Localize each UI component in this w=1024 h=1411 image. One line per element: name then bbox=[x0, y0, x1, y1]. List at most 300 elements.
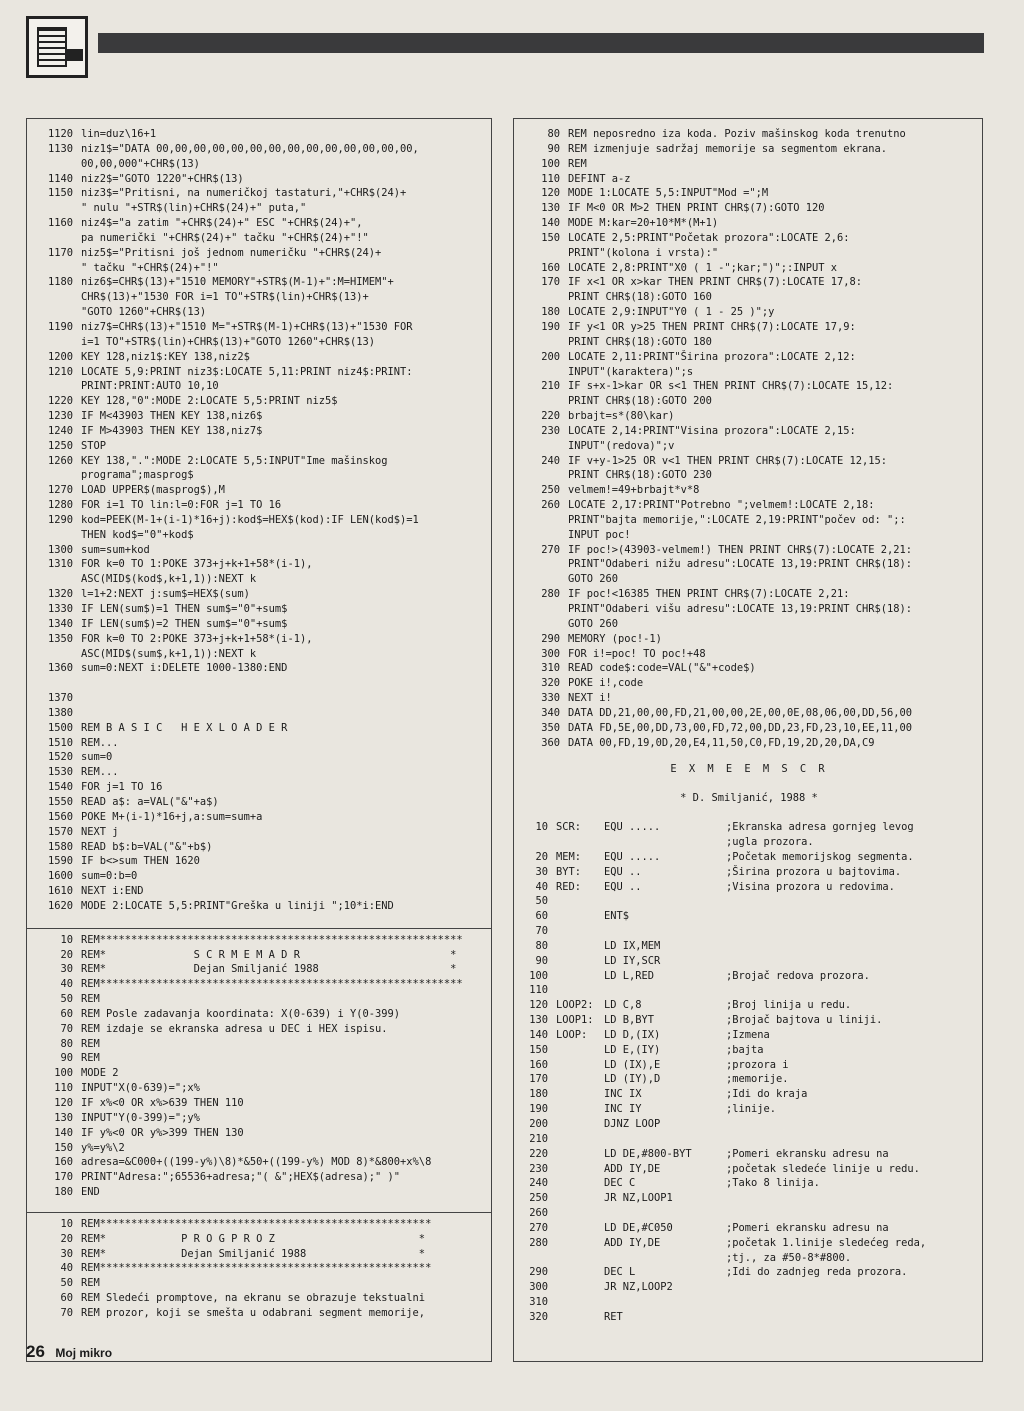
code-text: REM* S C R M E M A D R * bbox=[81, 948, 457, 961]
code-line bbox=[35, 617, 485, 632]
asm-label bbox=[556, 894, 604, 909]
asm-label bbox=[556, 1087, 604, 1102]
asm-label bbox=[556, 1236, 604, 1251]
asm-line bbox=[522, 909, 976, 924]
code-text: IF y<1 OR y>25 THEN PRINT CHR$(7):LOCATE 17,9: bbox=[568, 320, 856, 333]
code-text: REM Posle zadavanja koordinata: X(0-639) i Y(0-399) bbox=[81, 1007, 401, 1020]
code-line bbox=[522, 647, 976, 662]
line-number: 230 bbox=[541, 424, 560, 437]
code-line bbox=[35, 869, 485, 884]
line-number bbox=[35, 572, 81, 587]
hexloader-listing bbox=[35, 127, 485, 914]
code-line bbox=[35, 933, 485, 948]
asm-line bbox=[522, 1087, 976, 1102]
line-number: 20 bbox=[60, 1232, 73, 1245]
asm-label: LOOP: bbox=[556, 1028, 588, 1041]
code-text: POKE i!,code bbox=[568, 677, 644, 690]
asm-instruction: LD C,8 bbox=[604, 999, 642, 1012]
asm-comment: ;Visina prozora u redovima. bbox=[726, 880, 895, 893]
asm-label bbox=[556, 954, 604, 969]
header-bar bbox=[98, 33, 984, 53]
code-text: INPUT"(redova)";v bbox=[568, 439, 675, 452]
line-number: 130 bbox=[529, 1014, 548, 1027]
asm-label bbox=[556, 1147, 604, 1162]
code-line bbox=[522, 602, 976, 617]
asm-instruction: JR NZ,LOOP1 bbox=[604, 1192, 673, 1205]
code-text: STOP bbox=[81, 439, 107, 452]
line-number: 1190 bbox=[47, 320, 73, 333]
code-text: DATA FD,5E,00,DD,73,00,FD,72,00,DD,23,FD,23,10,EE,11,00 bbox=[568, 721, 913, 734]
asm-instruction: RET bbox=[604, 1310, 623, 1323]
code-text: READ b$:b=VAL("&"+b$) bbox=[81, 840, 213, 853]
code-line bbox=[522, 201, 976, 216]
asm-instruction: LD IX,MEM bbox=[604, 939, 661, 952]
code-text: IF b<>sum THEN 1620 bbox=[81, 855, 200, 868]
code-text: PRINT"Adresa:";65536+adresa;"( &";HEX$(adresa);" )" bbox=[81, 1171, 401, 1184]
code-text: LOCATE 2,8:PRINT"X0 ( 1 -";kar;")";:INPUT x bbox=[568, 261, 837, 274]
code-text: " nulu "+STR$(lin)+CHR$(24)+" puta," bbox=[81, 202, 307, 215]
code-line bbox=[522, 142, 976, 157]
line-number: 70 bbox=[535, 925, 548, 938]
code-text: MODE M:kar=20+10*M*(M+1) bbox=[568, 217, 719, 230]
line-number: 30 bbox=[60, 1247, 73, 1260]
code-text: l=1+2:NEXT j:sum$=HEX$(sum) bbox=[81, 588, 250, 601]
line-number: 150 bbox=[54, 1141, 73, 1154]
code-text: REM bbox=[81, 1277, 100, 1290]
code-line bbox=[35, 765, 485, 780]
code-text: kod=PEEK(M-1+(i-1)*16+j):kod$=HEX$(kod):IF LEN(kod$)=1 bbox=[81, 513, 419, 526]
code-text: REM bbox=[81, 1037, 100, 1050]
code-line bbox=[35, 572, 485, 587]
code-text: velmem!=49+brbajt*v*8 bbox=[568, 484, 700, 497]
asm-comment: ;Pomeri ekransku adresu na bbox=[726, 1221, 889, 1234]
line-number: 180 bbox=[54, 1186, 73, 1199]
code-text: "GOTO 1260"+CHR$(13) bbox=[81, 306, 207, 319]
line-number: 1380 bbox=[47, 706, 73, 719]
asm-instruction bbox=[604, 894, 726, 909]
line-number: 200 bbox=[541, 350, 560, 363]
code-line bbox=[35, 1247, 485, 1262]
code-text: IF LEN(sum$)=2 THEN sum$="0"+sum$ bbox=[81, 617, 288, 630]
line-number: 1280 bbox=[47, 499, 73, 512]
code-text: FOR k=0 TO 1:POKE 373+j+k+1+58*(i-1), bbox=[81, 558, 313, 571]
asm-line bbox=[522, 880, 976, 895]
line-number: 150 bbox=[541, 231, 560, 244]
line-number: 310 bbox=[529, 1296, 548, 1309]
asm-comment: ;bajta bbox=[726, 1043, 764, 1056]
code-line bbox=[35, 1291, 485, 1306]
line-number: 250 bbox=[541, 484, 560, 497]
asm-line bbox=[522, 924, 976, 939]
code-line bbox=[35, 127, 485, 142]
line-number: 160 bbox=[529, 1058, 548, 1071]
code-line bbox=[35, 528, 485, 543]
line-number: 170 bbox=[54, 1171, 73, 1184]
code-text: THEN kod$="0"+kod$ bbox=[81, 528, 194, 541]
code-text: LOCATE 2,9:INPUT"Y0 ( 1 - 25 )";y bbox=[568, 306, 775, 319]
asm-author: * D. Smiljanić, 1988 * bbox=[680, 792, 818, 805]
code-text: niz7$=CHR$(13)+"1510 M="+STR$(M-1)+CHR$(13)+"1530 FOR bbox=[81, 320, 413, 333]
line-number: 60 bbox=[535, 910, 548, 923]
asm-label bbox=[556, 909, 604, 924]
asm-comment: ;tj., za #50-8*#800. bbox=[726, 1251, 852, 1264]
asm-instruction bbox=[604, 1295, 726, 1310]
code-line bbox=[522, 691, 976, 706]
code-line bbox=[522, 557, 976, 572]
code-text: MEMORY (poc!-1) bbox=[568, 632, 662, 645]
code-line bbox=[522, 157, 976, 172]
code-text: " tačku "+CHR$(24)+"!" bbox=[81, 261, 219, 274]
code-text: REM prozor, koji se smešta u odabrani segment memorije, bbox=[81, 1306, 426, 1319]
code-text: PRINT"Odaberi nižu adresu":LOCATE 13,19:PRINT CHR$(18): bbox=[568, 558, 913, 571]
line-number: 130 bbox=[541, 202, 560, 215]
code-text: DATA 00,FD,19,0D,20,E4,11,50,C0,FD,19,2D,20,DA,C9 bbox=[568, 736, 875, 749]
code-line bbox=[522, 483, 976, 498]
line-number: 330 bbox=[541, 692, 560, 705]
line-number: 310 bbox=[541, 662, 560, 675]
line-number: 1240 bbox=[47, 424, 73, 437]
asm-instruction: LD DE,#800-BYT bbox=[604, 1147, 692, 1160]
code-text: niz6$=CHR$(13)+"1510 MEMORY"+STR$(M-1)+":M=HIMEM"+ bbox=[81, 276, 394, 289]
code-line bbox=[35, 962, 485, 977]
code-text: PRINT CHR$(18):GOTO 230 bbox=[568, 469, 712, 482]
asm-label bbox=[556, 939, 604, 954]
asm-comment: ;Idi do kraja bbox=[726, 1088, 808, 1101]
code-line bbox=[522, 513, 976, 528]
line-number: 210 bbox=[529, 1132, 548, 1145]
asm-comment: ;linije. bbox=[726, 1103, 777, 1116]
code-line bbox=[35, 557, 485, 572]
code-line bbox=[35, 1066, 485, 1081]
code-line bbox=[35, 1126, 485, 1141]
code-line bbox=[35, 290, 485, 305]
asm-label: BYT: bbox=[556, 865, 582, 878]
line-number bbox=[522, 246, 568, 261]
line-number: 20 bbox=[60, 948, 73, 961]
line-number: 130 bbox=[54, 1111, 73, 1124]
line-number: 140 bbox=[541, 217, 560, 230]
asm-comment: ;Brojač bajtova u liniji. bbox=[726, 1014, 883, 1027]
code-line bbox=[35, 379, 485, 394]
code-line bbox=[35, 1232, 485, 1247]
line-number bbox=[35, 468, 81, 483]
progproz-listing-continued bbox=[522, 127, 976, 750]
code-line bbox=[522, 617, 976, 632]
asm-label bbox=[556, 983, 604, 998]
line-number bbox=[522, 513, 568, 528]
divider bbox=[27, 1212, 491, 1213]
line-number: 1590 bbox=[47, 855, 73, 868]
progproz-listing bbox=[35, 1217, 485, 1321]
code-text: INPUT"Y(0-399)=";y% bbox=[81, 1111, 200, 1124]
code-text: KEY 128,"0":MODE 2:LOCATE 5,5:PRINT niz5$ bbox=[81, 395, 338, 408]
code-text: KEY 138,".":MODE 2:LOCATE 5,5:INPUT"Ime mašinskog bbox=[81, 454, 388, 467]
line-number: 1580 bbox=[47, 840, 73, 853]
asm-instruction: DEC C bbox=[604, 1177, 636, 1190]
code-line bbox=[35, 157, 485, 172]
line-number: 40 bbox=[60, 1262, 73, 1275]
line-number: 240 bbox=[529, 1177, 548, 1190]
code-line bbox=[35, 1007, 485, 1022]
line-number: 340 bbox=[541, 706, 560, 719]
asm-instruction bbox=[604, 1251, 726, 1266]
code-text: FOR k=0 TO 2:POKE 373+j+k+1+58*(i-1), bbox=[81, 632, 313, 645]
asm-comment: ;Tako 8 linija. bbox=[726, 1177, 820, 1190]
code-text bbox=[81, 706, 485, 721]
code-line bbox=[522, 172, 976, 187]
code-line bbox=[522, 424, 976, 439]
code-line bbox=[522, 409, 976, 424]
line-number: 210 bbox=[541, 380, 560, 393]
scrmemadr-listing bbox=[35, 933, 485, 1200]
code-line bbox=[35, 424, 485, 439]
code-text: REM bbox=[81, 1052, 100, 1065]
code-line bbox=[35, 320, 485, 335]
line-number: 90 bbox=[60, 1052, 73, 1065]
line-number: 170 bbox=[529, 1073, 548, 1086]
code-line bbox=[522, 661, 976, 676]
line-number: 1540 bbox=[47, 781, 73, 794]
code-line bbox=[35, 231, 485, 246]
asm-comment: ;memorije. bbox=[726, 1073, 789, 1086]
code-line bbox=[35, 780, 485, 795]
asm-line bbox=[522, 865, 976, 880]
code-text: IF y%<0 OR y%>399 THEN 130 bbox=[81, 1126, 244, 1139]
code-line bbox=[522, 439, 976, 454]
line-number: 160 bbox=[541, 261, 560, 274]
line-number: 1570 bbox=[47, 825, 73, 838]
asm-label: SCR: bbox=[556, 821, 582, 834]
line-number: 30 bbox=[535, 865, 548, 878]
asm-line bbox=[522, 1102, 976, 1117]
code-text: LOCATE 2,11:PRINT"Širina prozora":LOCATE 2,12: bbox=[568, 350, 856, 363]
asm-line bbox=[522, 1028, 976, 1043]
asm-line bbox=[522, 1176, 976, 1191]
asm-comment bbox=[726, 1117, 976, 1132]
line-number: 1520 bbox=[47, 751, 73, 764]
screen-graphic bbox=[37, 27, 67, 67]
asm-instruction: EQU ..... bbox=[604, 821, 661, 834]
code-line bbox=[522, 365, 976, 380]
asm-listing bbox=[522, 820, 976, 1325]
asm-instruction: DJNZ LOOP bbox=[604, 1118, 661, 1130]
asm-line bbox=[522, 1191, 976, 1206]
line-number: 110 bbox=[529, 984, 548, 997]
asm-label bbox=[556, 1206, 604, 1221]
code-line bbox=[522, 216, 976, 231]
code-line bbox=[522, 676, 976, 691]
code-text: PRINT"(kolona i vrsta):" bbox=[568, 246, 719, 259]
code-text: IF M>43903 THEN KEY 138,niz7$ bbox=[81, 424, 263, 437]
asm-comment bbox=[726, 924, 976, 939]
asm-line bbox=[522, 894, 976, 909]
code-text: LOCATE 2,5:PRINT"Početak prozora":LOCATE 2,6: bbox=[568, 231, 850, 244]
code-text: niz3$="Pritisni, na numeričkoj tastaturi,"+CHR$(24)+ bbox=[81, 187, 407, 200]
line-number bbox=[35, 305, 81, 320]
code-text: IF poc!<16385 THEN PRINT CHR$(7):LOCATE 2,21: bbox=[568, 588, 850, 601]
code-text: adresa=&C000+((199-y%)\8)*&50+((199-y%) MOD 8)*&800+x%\8 bbox=[81, 1156, 432, 1169]
line-number: 1160 bbox=[47, 217, 73, 230]
code-line bbox=[35, 498, 485, 513]
line-number: 80 bbox=[60, 1037, 73, 1050]
code-text: READ a$: a=VAL("&"+a$) bbox=[81, 795, 219, 808]
code-line bbox=[35, 1022, 485, 1037]
code-text: REM* P R O G P R O Z * bbox=[81, 1232, 426, 1245]
code-text: IF x%<0 OR x%>639 THEN 110 bbox=[81, 1097, 244, 1109]
line-number: 1150 bbox=[47, 187, 73, 200]
code-line bbox=[35, 246, 485, 261]
asm-line bbox=[522, 1043, 976, 1058]
asm-comment: ;početak 1.linije sledećeg reda, bbox=[726, 1236, 927, 1249]
line-number: 1210 bbox=[47, 365, 73, 378]
code-text: PRINT CHR$(18):GOTO 180 bbox=[568, 335, 712, 348]
line-number: 110 bbox=[541, 172, 560, 185]
line-number: 1310 bbox=[47, 558, 73, 571]
code-text: DATA DD,21,00,00,FD,21,00,00,2E,00,0E,08,06,00,DD,56,00 bbox=[568, 706, 913, 719]
computer-listing-icon bbox=[26, 16, 88, 78]
code-line bbox=[35, 335, 485, 350]
code-text: GOTO 260 bbox=[568, 573, 619, 586]
code-text: programa";masprog$ bbox=[81, 469, 194, 482]
code-text: PRINT"Odaberi višu adresu":LOCATE 13,19:PRINT CHR$(18): bbox=[568, 603, 913, 615]
code-text: INPUT"(karaktera)";s bbox=[568, 365, 694, 378]
asm-line bbox=[522, 1280, 976, 1295]
line-number bbox=[522, 468, 568, 483]
line-number: 350 bbox=[541, 721, 560, 734]
code-line bbox=[35, 1261, 485, 1276]
asm-title: E X M E E M S C R bbox=[670, 763, 828, 776]
line-number: 30 bbox=[60, 963, 73, 976]
line-number bbox=[35, 261, 81, 276]
code-line bbox=[35, 439, 485, 454]
line-number bbox=[522, 617, 568, 632]
asm-label bbox=[556, 1221, 604, 1236]
asm-comment bbox=[726, 1132, 976, 1147]
code-text: NEXT i:END bbox=[81, 885, 144, 898]
line-number bbox=[35, 379, 81, 394]
asm-line bbox=[522, 1162, 976, 1177]
line-number: 290 bbox=[541, 632, 560, 645]
code-line bbox=[35, 825, 485, 840]
asm-instruction: LD (IX),E bbox=[604, 1058, 661, 1071]
line-number: 260 bbox=[541, 499, 560, 512]
code-text: sum=sum+kod bbox=[81, 543, 150, 556]
code-text: pa numerički "+CHR$(24)+" tačku "+CHR$(24)+"!" bbox=[81, 231, 369, 244]
code-text: REM izmenjuje sadržaj memorije sa segmentom ekrana. bbox=[568, 142, 888, 155]
code-text: REM***************************************************** bbox=[81, 1262, 432, 1275]
asm-label bbox=[556, 1162, 604, 1177]
line-number: 1330 bbox=[47, 603, 73, 615]
code-text: sum=0:NEXT i:DELETE 1000-1380:END bbox=[81, 662, 288, 675]
line-number: 20 bbox=[535, 850, 548, 863]
asm-comment: ;prozora i bbox=[726, 1058, 789, 1071]
asm-line bbox=[522, 954, 976, 969]
line-number: 10 bbox=[60, 1217, 73, 1230]
page-footer bbox=[26, 1342, 112, 1362]
code-line bbox=[522, 468, 976, 483]
asm-instruction bbox=[604, 1132, 726, 1147]
code-text: INPUT"X(0-639)=";x% bbox=[81, 1082, 200, 1095]
asm-line bbox=[522, 1132, 976, 1147]
line-number: 320 bbox=[541, 677, 560, 690]
asm-line bbox=[522, 1310, 976, 1325]
asm-comment bbox=[726, 1310, 976, 1325]
asm-comment: ;Broj linija u redu. bbox=[726, 999, 852, 1012]
line-number: 140 bbox=[529, 1028, 548, 1041]
code-text bbox=[81, 676, 485, 691]
asm-line bbox=[522, 998, 976, 1013]
code-text: END bbox=[81, 1186, 100, 1199]
asm-line bbox=[522, 1265, 976, 1280]
asm-line bbox=[522, 939, 976, 954]
asm-instruction: INC IY bbox=[604, 1103, 642, 1116]
code-line bbox=[35, 513, 485, 528]
line-number: 80 bbox=[535, 939, 548, 952]
code-line bbox=[35, 275, 485, 290]
code-line bbox=[522, 246, 976, 261]
line-number bbox=[35, 201, 81, 216]
line-number: 170 bbox=[541, 276, 560, 289]
code-text: niz4$="a zatim "+CHR$(24)+" ESC "+CHR$(24)+", bbox=[81, 217, 363, 230]
line-number: 1560 bbox=[47, 810, 73, 823]
line-number: 1200 bbox=[47, 350, 73, 363]
asm-line bbox=[522, 1236, 976, 1251]
line-number: 360 bbox=[541, 736, 560, 749]
asm-line bbox=[522, 1147, 976, 1162]
code-text: REM********************************************************** bbox=[81, 978, 463, 991]
asm-instruction bbox=[604, 835, 726, 850]
code-line bbox=[522, 454, 976, 469]
line-number: 140 bbox=[54, 1126, 73, 1139]
code-line bbox=[35, 483, 485, 498]
line-number bbox=[522, 1251, 556, 1266]
line-number: 90 bbox=[535, 954, 548, 967]
asm-label: LOOP2: bbox=[556, 999, 594, 1012]
code-text: IF M<0 OR M>2 THEN PRINT CHR$(7):GOTO 120 bbox=[568, 202, 825, 215]
line-number: 120 bbox=[529, 999, 548, 1012]
line-number: 230 bbox=[529, 1162, 548, 1175]
code-line bbox=[35, 305, 485, 320]
line-number: 270 bbox=[541, 543, 560, 556]
code-text: CHR$(13)+"1530 FOR i=1 TO"+STR$(lin)+CHR$(13)+ bbox=[81, 291, 369, 304]
line-number: 150 bbox=[529, 1043, 548, 1056]
line-number: 120 bbox=[541, 187, 560, 200]
code-line bbox=[35, 1276, 485, 1291]
line-number: 1250 bbox=[47, 439, 73, 452]
code-text: KEY 128,niz1$:KEY 138,niz2$ bbox=[81, 350, 250, 363]
code-text: MODE 2:LOCATE 5,5:PRINT"Greška u liniji ";10*i:END bbox=[81, 899, 394, 912]
asm-instruction: LD L,RED bbox=[604, 969, 655, 982]
line-number: 1130 bbox=[47, 142, 73, 155]
asm-label bbox=[556, 1072, 604, 1087]
line-number: 10 bbox=[535, 821, 548, 834]
line-number: 1340 bbox=[47, 617, 73, 630]
code-text: IF LEN(sum$)=1 THEN sum$="0"+sum$ bbox=[81, 603, 288, 615]
code-text: LOCATE 5,9:PRINT niz3$:LOCATE 5,11:PRINT niz4$:PRINT: bbox=[81, 365, 413, 378]
asm-label bbox=[556, 1058, 604, 1073]
code-line bbox=[35, 676, 485, 691]
asm-comment bbox=[726, 939, 976, 954]
asm-comment bbox=[726, 954, 976, 969]
asm-line bbox=[522, 1072, 976, 1087]
code-line bbox=[522, 528, 976, 543]
asm-comment bbox=[726, 1206, 976, 1221]
line-number: 220 bbox=[529, 1147, 548, 1160]
code-line bbox=[522, 632, 976, 647]
asm-comment: ;Idi do zadnjeg reda prozora. bbox=[726, 1266, 908, 1279]
code-line bbox=[35, 1081, 485, 1096]
asm-label bbox=[556, 1132, 604, 1147]
